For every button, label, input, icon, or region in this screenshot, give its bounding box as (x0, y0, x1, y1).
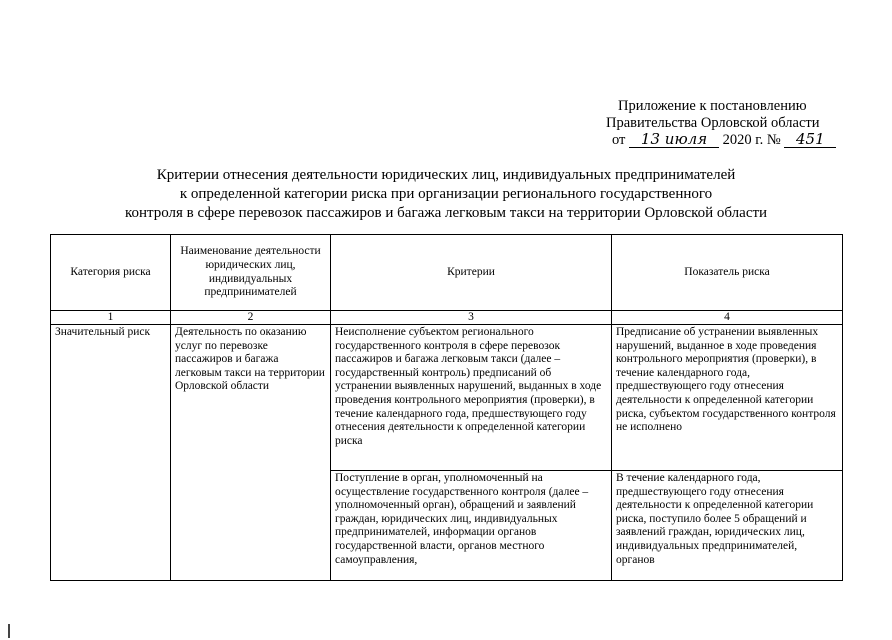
column-number: 4 (612, 311, 843, 325)
header-activity: Наименование деятельности юридических лиц, индивидуальных предпринимателей (171, 235, 331, 311)
title-line-2: к определенной категории риска при организации регионального государственного (179, 186, 713, 202)
column-number: 1 (51, 311, 171, 325)
header-indicator: Показатель риска (612, 235, 843, 311)
risk-criteria-table (50, 234, 843, 581)
table-row (51, 325, 843, 471)
activity-cell: Деятельность по оказанию услуг по перевозке пассажиров и багажа легковым такси на территории Орловской области (171, 325, 331, 581)
criteria-cell: Неисполнение субъектом регионального государственного контроля в сфере перевозок пассажиров и багажа легковым такси (далее – государственный контроль) предписаний об устранении выявленных нарушений, выданных в ходе проведения контрольного мероприятия (проверки), в течение календарного года, предшествующего году отнесения деятельности к определенной категории риска (331, 325, 612, 471)
title-line-3: контроля в сфере перевозок пассажиров и багажа легковым такси на территории Орловской области (124, 205, 768, 221)
column-number-row (51, 311, 843, 325)
column-number: 2 (171, 311, 331, 325)
risk-category-cell: Значительный риск (51, 325, 171, 581)
appendix-line-2: Правительства Орловской области (606, 115, 820, 131)
header-criteria: Критерии (331, 235, 612, 311)
table-header-row (51, 235, 843, 311)
scan-edge-mark (8, 624, 10, 638)
column-number: 3 (331, 311, 612, 325)
appendix-header (560, 98, 860, 149)
year-text: 2020 г. № (722, 132, 781, 148)
handwritten-number: 451 (784, 132, 836, 148)
appendix-date-line (560, 132, 860, 149)
indicator-cell: Предписание об устранении выявленных нарушений, выданное в ходе проведения контрольного мероприятия (проверки), в течение календарного года, предшествующего году отнесения деятельности к определенной категории риска, субъектом государственного контроля не исполнено (612, 325, 843, 471)
title-line-1: Критерии отнесения деятельности юридических лиц, индивидуальных предпринимателей (156, 167, 736, 183)
indicator-cell: В течение календарного года, предшествующего году отнесения деятельности к определенной категории риска, поступило более 5 обращений и заявлений граждан, юридических лиц, индивидуальных предпринимателей, органов (612, 471, 843, 581)
date-prefix: от (612, 132, 626, 148)
handwritten-date: 13 июля (629, 132, 719, 148)
criteria-cell: Поступление в орган, уполномоченный на осуществление государственного контроля (далее – уполномоченный орган), обращений и заявлений граждан, юридических лиц, индивидуальных предпринимателей, информации органов государственной власти, органов местного самоуправления, (331, 471, 612, 581)
appendix-line-1: Приложение к постановлению (618, 98, 807, 114)
document-title (40, 166, 852, 223)
header-category: Категория риска (51, 235, 171, 311)
